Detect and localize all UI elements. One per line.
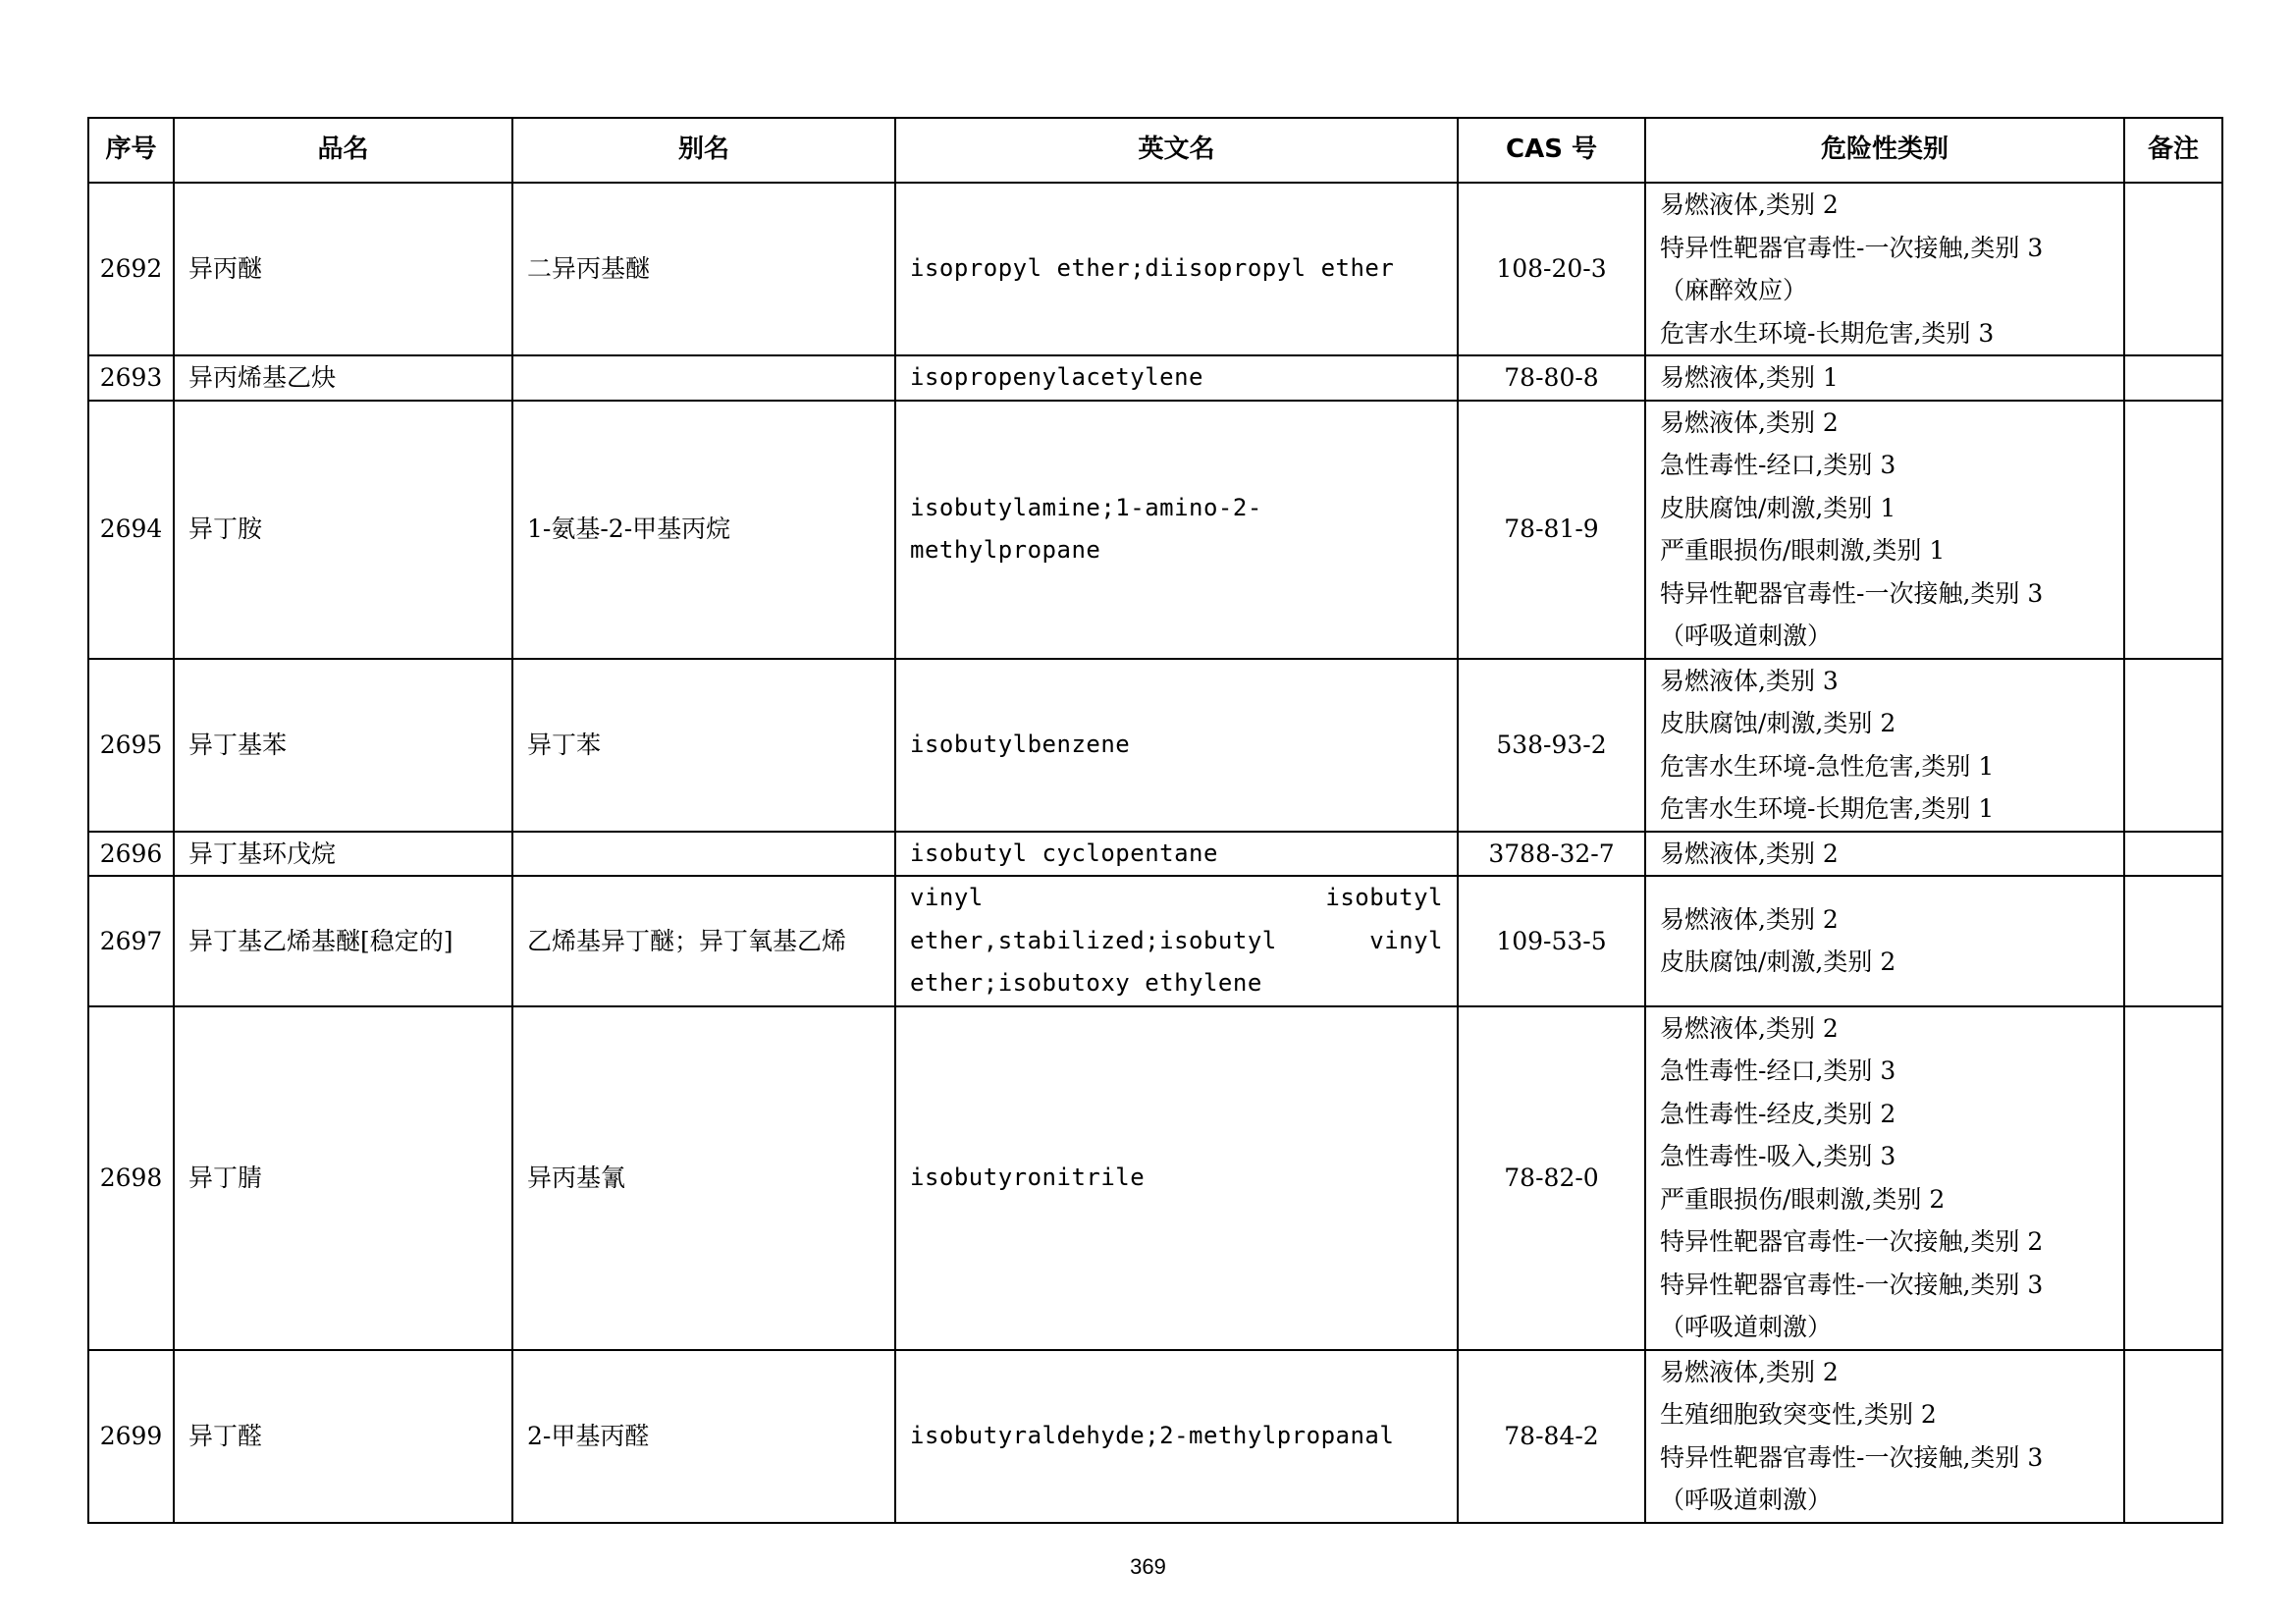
cell-cas-number: 3788-32-7 [1458,832,1645,877]
hazard-line: 易燃液体,类别 2 [1660,407,1839,437]
cell-hazard-category [1645,1350,2124,1523]
header-alias: 别名 [512,118,895,183]
hazard-line: 生殖细胞致突变性,类别 2 [1660,1400,1937,1429]
header-hazard-category: 危险性类别 [1645,118,2124,183]
cell-hazard-category [1645,401,2124,659]
hazard-line: 皮肤腐蚀/刺激,类别 2 [1660,709,1896,737]
hazard-line: 危害水生环境-急性危害,类别 1 [1660,751,1995,781]
cell-remarks [2124,401,2222,659]
cell-remarks [2124,1006,2222,1350]
table-row [88,401,2222,659]
cell-alias [512,355,895,401]
cell-serial-number: 2699 [88,1350,174,1523]
hazard-line: 特异性靶器官毒性-一次接触,类别 3 [1660,578,2044,608]
hazard-line: 急性毒性-吸入,类别 3 [1660,1142,1896,1170]
hazard-line: 皮肤腐蚀/刺激,类别 2 [1660,947,1896,977]
cell-english-name: vinyl isobutyl ether,stabilized;isobutyl vinyl ether;isobutoxy ethylene [895,876,1458,1006]
cell-english-name: isobutyronitrile [895,1006,1458,1350]
cell-hazard-category [1645,1006,2124,1350]
cell-serial-number: 2693 [88,355,174,401]
header-product-name: 品名 [174,118,512,183]
cell-hazard-category [1645,832,2124,877]
cell-remarks [2124,876,2222,1006]
hazard-line: 特异性靶器官毒性-一次接触,类别 3 [1660,233,2044,262]
cell-hazard-category [1645,355,2124,401]
cell-remarks [2124,659,2222,832]
hazard-line: 危害水生环境-长期危害,类别 3 [1660,318,1995,348]
cell-product-name: 异丙醚 [174,183,512,355]
hazard-line: 特异性靶器官毒性-一次接触,类别 3 [1660,1442,2044,1472]
cell-hazard-category [1645,659,2124,832]
table-row [88,1006,2222,1350]
cell-serial-number: 2694 [88,401,174,659]
hazard-line: 易燃液体,类别 2 [1660,839,1839,868]
hazard-line: 急性毒性-经口,类别 3 [1660,451,1896,479]
cell-hazard-category [1645,876,2124,1006]
table-row [88,876,2222,1006]
hazard-line: 严重眼损伤/眼刺激,类别 2 [1660,1184,1946,1214]
cell-alias [512,832,895,877]
cell-remarks [2124,832,2222,877]
cell-cas-number: 78-80-8 [1458,355,1645,401]
header-english-name: 英文名 [895,118,1458,183]
hazard-line: 易燃液体,类别 2 [1660,190,1839,219]
hazard-line: 易燃液体,类别 2 [1660,904,1839,934]
table-row [88,659,2222,832]
hazard-line: 严重眼损伤/眼刺激,类别 1 [1660,536,1946,565]
hazard-line: 易燃液体,类别 2 [1660,1357,1839,1386]
cell-product-name: 异丁基环戊烷 [174,832,512,877]
cell-english-name: isobutylamine;1-amino-2-methylpropane [895,401,1458,659]
cell-product-name: 异丁基乙烯基醚[稳定的] [174,876,512,1006]
cell-product-name: 异丁醛 [174,1350,512,1523]
cell-alias: 1-氨基-2-甲基丙烷 [512,401,895,659]
hazard-line: 特异性靶器官毒性-一次接触,类别 2 [1660,1227,2044,1256]
hazard-line: （呼吸道刺激） [1660,1313,1833,1341]
cell-product-name: 异丁基苯 [174,659,512,832]
cell-serial-number: 2696 [88,832,174,877]
cell-alias: 异丁苯 [512,659,895,832]
cell-cas-number: 78-82-0 [1458,1006,1645,1350]
cell-cas-number: 538-93-2 [1458,659,1645,832]
cell-remarks [2124,1350,2222,1523]
header-serial-number: 序号 [88,118,174,183]
header-remarks: 备注 [2124,118,2222,183]
cell-english-name: isopropenylacetylene [895,355,1458,401]
hazard-line: （麻醉效应） [1660,276,1808,304]
cell-remarks [2124,355,2222,401]
cell-serial-number: 2697 [88,876,174,1006]
hazard-line: 特异性靶器官毒性-一次接触,类别 3 [1660,1270,2044,1299]
table-row [88,1350,2222,1523]
cell-english-name: isopropyl ether;diisopropyl ether [895,183,1458,355]
cell-cas-number: 108-20-3 [1458,183,1645,355]
cell-alias: 2-甲基丙醛 [512,1350,895,1523]
cell-hazard-category [1645,183,2124,355]
hazard-line: 易燃液体,类别 2 [1660,1013,1839,1043]
cell-serial-number: 2695 [88,659,174,832]
table-row [88,355,2222,401]
hazard-line: （呼吸道刺激） [1660,1486,1833,1514]
table-row [88,832,2222,877]
cell-cas-number: 78-81-9 [1458,401,1645,659]
cell-serial-number: 2698 [88,1006,174,1350]
cell-english-name: isobutylbenzene [895,659,1458,832]
cell-cas-number: 78-84-2 [1458,1350,1645,1523]
table-row [88,183,2222,355]
hazard-line: 皮肤腐蚀/刺激,类别 1 [1660,493,1896,522]
table-header-row [88,118,2222,183]
hazard-line: 易燃液体,类别 1 [1660,363,1839,392]
cell-english-name: isobutyraldehyde;2-methylpropanal [895,1350,1458,1523]
cell-remarks [2124,183,2222,355]
header-cas-number: CAS 号 [1458,118,1645,183]
cell-english-name: isobutyl cyclopentane [895,832,1458,877]
cell-alias: 乙烯基异丁醚；异丁氧基乙烯 [512,876,895,1006]
cell-cas-number: 109-53-5 [1458,876,1645,1006]
cell-product-name: 异丁腈 [174,1006,512,1350]
cell-product-name: 异丁胺 [174,401,512,659]
cell-serial-number: 2692 [88,183,174,355]
cell-alias: 异丙基氰 [512,1006,895,1350]
hazard-line: 危害水生环境-长期危害,类别 1 [1660,794,1995,823]
hazardous-chemicals-table [87,117,2223,1524]
page-number: 369 [1130,1554,1166,1579]
cell-product-name: 异丙烯基乙炔 [174,355,512,401]
cell-alias: 二异丙基醚 [512,183,895,355]
hazard-line: 急性毒性-经皮,类别 2 [1660,1099,1896,1128]
hazard-line: （呼吸道刺激） [1660,622,1833,650]
hazard-line: 易燃液体,类别 3 [1660,666,1839,695]
hazard-line: 急性毒性-经口,类别 3 [1660,1056,1896,1085]
